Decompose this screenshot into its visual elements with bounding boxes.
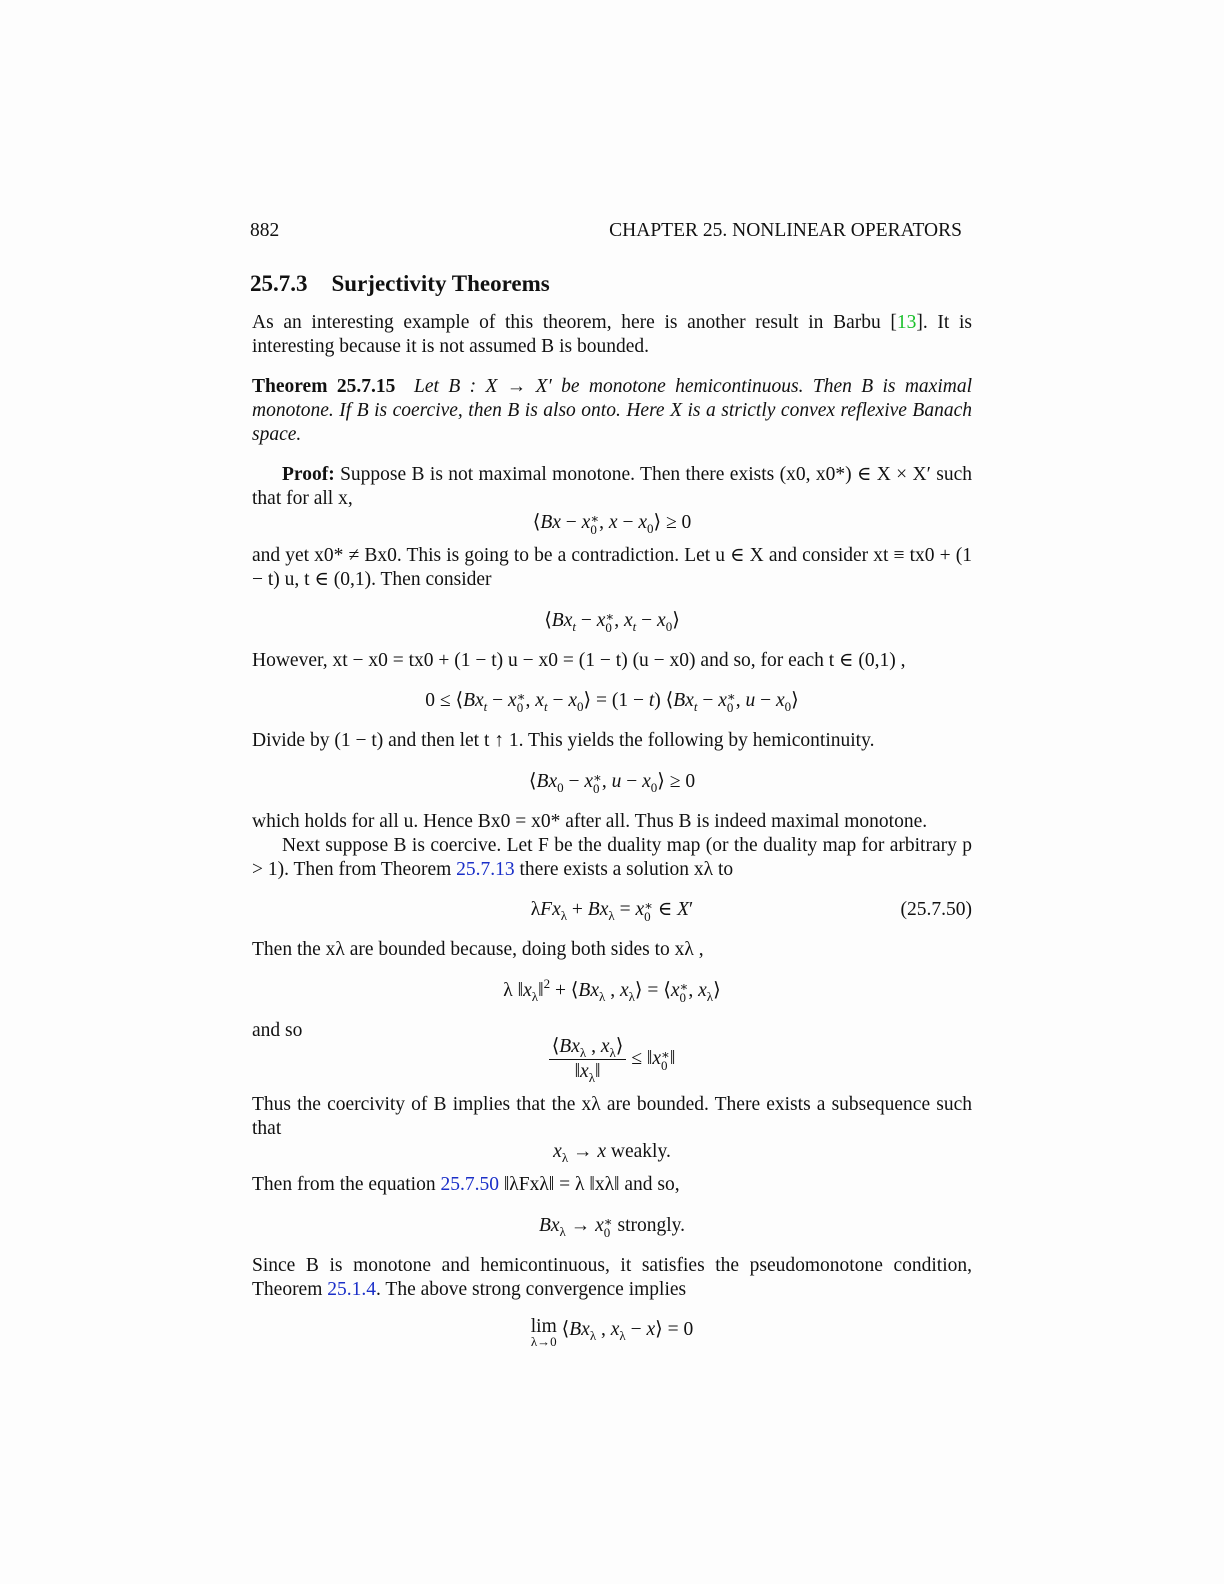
proof-paragraph-6 [252,834,972,882]
proof-text-6-pre: Next suppose B is coercive. Let F be the duality map (or the duality map for arbitrary p > 1). Then from Theorem [252,835,972,880]
page-number: 882 [250,220,280,241]
equation-number: (25.7.50) [900,899,972,920]
citation-link[interactable]: 13 [896,312,917,333]
strongly-text: strongly. [617,1215,686,1236]
proof-paragraph-4: Divide by (1 − t) and then let t ↑ 1. This yields the following by hemicontinuity. [252,730,875,751]
intro-text-pre: As an interesting example of this theorem, here is another result in Barbu [ [252,312,897,333]
limit-operator: lim λ→0 [530,1316,557,1349]
theorem-ref-link[interactable]: 25.7.13 [456,859,515,880]
equation-5: λ $‖x_\lambda‖^2$ + $⟨Bx_\lambda$ , $x_\lambda⟩$ = ⟨x ∗ 0 , $x_\lambda⟩$ [503,976,721,1005]
proof-paragraph-8: and so [252,1020,303,1041]
equation-2: $⟨Bx_t - x$ ∗ 0 , $x_t$ − $x_0⟩$ [544,609,680,635]
proof-text-1: Suppose B is not maximal monotone. Then there exists (x0, x0*) ∈ X × X′ such that for all x, [252,464,973,509]
equation-3: $0 \le ⟨Bx_t - x$ ∗ 0 , $x_t$ − $x_0⟩ = (1 - t)$ $⟨Bx_t - x$ ∗ 0 , $u - x_0⟩$ [425,689,799,715]
weakly-text: weakly. [610,1141,671,1162]
equation-25-7-50: $\lambda Fx_\lambda + Bx_\lambda = x$ ∗ 0 ∈ X′ (25.7.50) [530,898,972,924]
limit-subscript: λ→0 [530,1334,557,1349]
section-number: 25.7.3 [250,271,308,296]
theorem-label: Theorem 25.7.15 [252,376,396,397]
equation-4: $⟨Bx_0 - x$ ∗ 0 , $u - x_0⟩ \ge 0$ [528,770,696,796]
proof-paragraph-10 [252,1173,972,1197]
theorem-text: Let B : X → X′ be monotone hemicontinuous. Then B is maximal monotone. If B is coercive, then B is also onto. Here X is a strictly convex reflexive Banach space. [252,376,972,445]
proof-paragraph-3: However, xt − x0 = tx0 + (1 − t) u − x0 = (1 − t) (u − x0) and so, for each t ∈ (0,1) , [252,650,906,671]
equation-weak: $x_\lambda \to x$ weakly. [553,1141,671,1165]
proof-paragraph-1 [252,463,972,511]
equation-6: $\frac{⟨Bx_\lambda , x_\lambda⟩}{‖x_\lambda‖}$ ≤ ‖x ∗ 0 ‖ [252,1036,972,1083]
theorem-ref-link-2[interactable]: 25.1.4 [327,1279,377,1300]
proof-text-10-post: ‖λFxλ‖ = λ ‖xλ‖ and so, [498,1174,680,1195]
proof-text-11-pre: Since B is monotone and hemicontinuous, it satisfies the pseudomonotone condition, Theorem [252,1255,972,1300]
intro-paragraph [252,311,972,359]
equation-1: ⟨Bx − x ∗ 0 , $x - x_0⟩ \ge 0$ [532,511,692,537]
running-title: CHAPTER 25. NONLINEAR OPERATORS [609,220,962,241]
proof-text-6-post: there exists a solution xλ to [514,859,734,880]
theorem-block [252,375,972,447]
proof-paragraph-5: which holds for all u. Hence Bx0 = x0* after all. Thus B is indeed maximal monotone. [252,811,928,832]
intro-text-post: ]. It is interesting because it is not assumed B is bounded. [252,312,972,357]
proof-label: Proof: [282,464,335,485]
proof-text-10-pre: Then from the equation [252,1174,441,1195]
section-title: Surjectivity Theorems [331,271,550,296]
proof-paragraph-9: Thus the coercivity of B implies that the xλ are bounded. There exists a subsequence such that [252,1094,972,1139]
section-heading [250,272,550,296]
proof-paragraph-11 [252,1254,972,1302]
equation-limit: lim λ→0 $⟨Bx_\lambda$ , $x_\lambda$ − x⟩ = 0 [530,1316,694,1349]
proof-text-11-post: . The above strong convergence implies [376,1279,687,1300]
equation-ref-link[interactable]: 25.7.50 [440,1174,499,1195]
proof-paragraph-2: and yet x0* ≠ Bx0. This is going to be a contradiction. Let u ∈ X and consider xt ≡ tx0 + (1 − t) u, t ∈ (0,1). Then consider [252,545,972,590]
fraction: $\frac{⟨Bx_\lambda , x_\lambda⟩}{‖x_\lambda‖}$ [549,1036,627,1083]
equation-strong: $Bx_\lambda \to x$ ∗ 0 strongly. [538,1214,686,1240]
proof-paragraph-7: Then the xλ are bounded because, doing both sides to xλ , [252,939,704,960]
